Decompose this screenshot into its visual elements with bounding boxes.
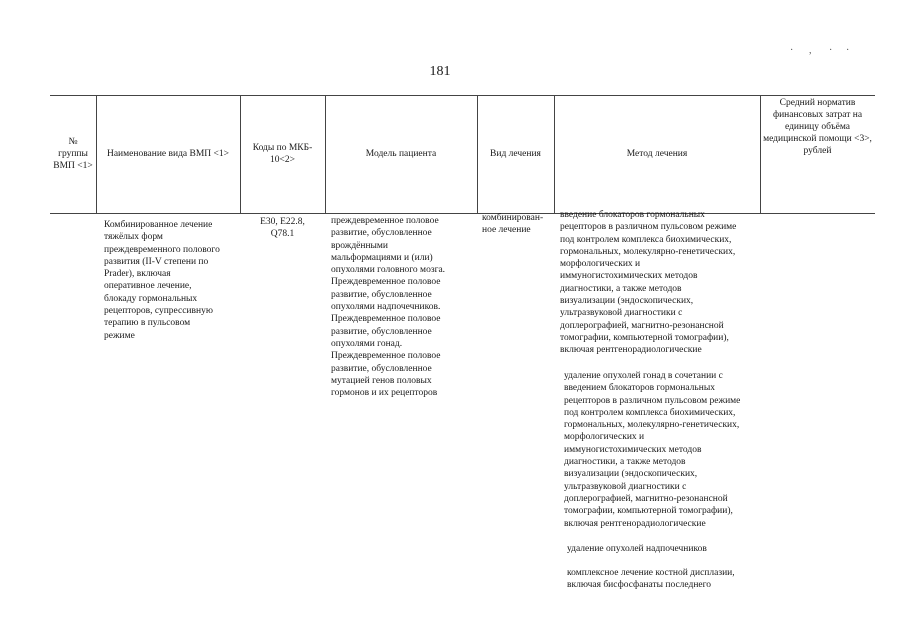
header-patient-model: Модель пациента [365, 149, 437, 159]
scan-speck: · [790, 45, 794, 56]
header-icd-codes: Коды по МКБ- 10<2> [252, 143, 313, 165]
header-treatment-method: Метод лечения [626, 149, 688, 159]
vmp-name-cell: Комбинированное лечение тяжёлых форм преждевременного полового развития (II-V степени по Prader), включая оперативное лечение, блокаду гормональных рецепторов, супрессивную терапию в пульсовом режиме [104, 220, 220, 341]
scan-speck: · [829, 45, 833, 56]
patient-model-cell: преждевременное половое развитие, обусловленное врождёнными мальформациями и (или) опухолями головного мозга. Преждевременное половое развитие, обусловленное опухолями надпочечников. Преждевременное половое развитие, обусловленное опухолями гонад. Преждевременное половое развитие, обусловленное мутацией генов половых гормонов и их рецепторов [331, 216, 446, 399]
method-item: удаление опухолей надпочечников [567, 544, 707, 554]
scan-speck: · [846, 45, 850, 56]
header-treatment-type: Вид лечения [490, 149, 541, 159]
header-vmp-name: Наименование вида ВМП <1> [106, 149, 230, 159]
icd-codes-cell: E30, E22.8, Q78.1 [260, 217, 305, 240]
header-cost-norm: Средний норматив финансовых затрат на единицу объёма медицинской помощи <3>, рублей [763, 98, 872, 156]
treatment-type-cell: комбинирован- ное лечение [482, 213, 544, 236]
method-item: комплексное лечение костной дисплазии, включая бисфосфанаты последнего [567, 568, 735, 591]
method-item: введение блокаторов гормональных рецепторов в различном пульсовом режиме под контролем комплекса биохимических, гормональных, молекулярно-генетических, морфологических и иммуногистохимических методов диагностики, а также методов визуализации (эндоскопических, ультразвуковой диагностики с доплерографией, магнитно-резонансной томографии, компьютерной томографии), включая рентгенорадиологические [560, 210, 737, 356]
scan-speck: , [809, 45, 812, 56]
page-number: 181 [429, 64, 451, 79]
header-group-number: № группы ВМП <1> [53, 137, 93, 171]
method-item: удаление опухолей гонад в сочетании с введением блокаторов гормональных рецепторов в различном пульсовом режиме под контролем комплекса биохимических, гормональных, молекулярно-генетических, морфологических и иммуногистохимических методов диагностики, а также методов визуализации (эндоскопических, ультразвуковой диагностики с доплерографией, магнитно-резонансной томографии, компьютерной томографии), включая рентгенорадиологические [564, 371, 741, 529]
